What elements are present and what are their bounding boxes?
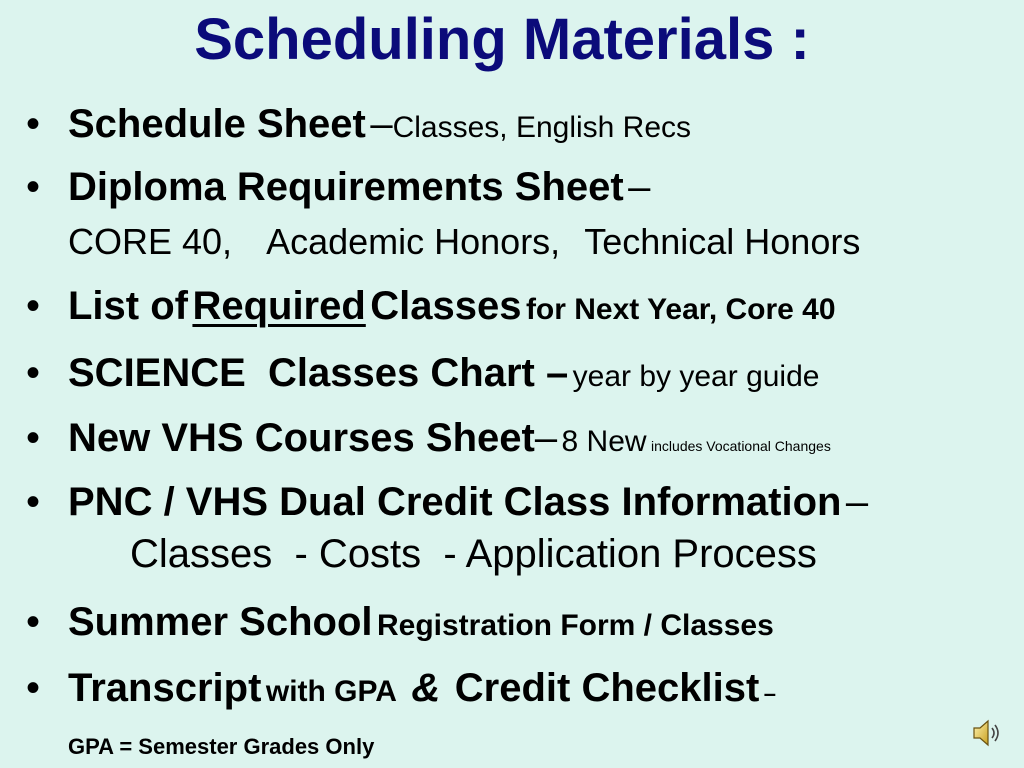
dash: – xyxy=(763,681,776,706)
item-label: PNC / VHS Dual Credit Class Information xyxy=(68,480,842,524)
list-item-new-vhs-courses xyxy=(68,418,831,458)
subline-core40: CORE 40, xyxy=(68,221,233,262)
bullet-marker: • xyxy=(26,351,41,395)
item-detail: for Next Year, Core 40 xyxy=(525,293,836,326)
bullet-marker: • xyxy=(26,165,41,209)
item-label: Credit Checklist xyxy=(454,666,760,710)
item-note: includes Vocational Changes xyxy=(651,438,831,454)
list-item-science-chart xyxy=(68,353,819,393)
dash: – xyxy=(845,480,869,524)
item-detail: Classes, English Recs xyxy=(392,111,692,144)
subline-text: Classes - Costs - Application Process xyxy=(130,532,817,576)
ampersand: & xyxy=(411,666,441,710)
slide-title: Scheduling Materials : xyxy=(194,7,810,72)
item-label: SCIENCE Classes Chart – xyxy=(68,351,569,395)
item-label: Summer School xyxy=(68,600,373,644)
item-detail: year by year guide xyxy=(572,360,820,393)
item-label: Transcript xyxy=(68,666,262,710)
subline-technical-honors: Technical Honors xyxy=(584,221,861,262)
speaker-icon[interactable] xyxy=(970,716,1004,750)
dash: – xyxy=(370,102,393,146)
subline-academic-honors: Academic Honors, xyxy=(266,221,561,262)
item-label: List of xyxy=(68,284,188,328)
item-label: Classes xyxy=(370,284,522,328)
item-label: Diploma Requirements Sheet xyxy=(68,165,624,209)
list-item-dual-credit xyxy=(68,482,868,522)
bullet-marker: • xyxy=(26,480,41,524)
bullet-marker: • xyxy=(26,284,41,328)
item-label: Schedule Sheet xyxy=(68,102,366,146)
list-item-diploma-requirements xyxy=(68,167,650,207)
dash: – xyxy=(534,416,558,460)
dash: – xyxy=(628,165,651,209)
list-item-schedule-sheet xyxy=(68,104,691,144)
bullet-marker: • xyxy=(26,600,41,644)
subline-text: GPA = Semester Grades Only xyxy=(68,734,375,759)
bullet-marker: • xyxy=(26,416,41,460)
item-subline xyxy=(68,221,861,262)
bullet-marker: • xyxy=(26,102,41,146)
item-detail: Registration Form / Classes xyxy=(376,609,774,642)
list-item-summer-school xyxy=(68,602,774,642)
item-detail: with GPA xyxy=(265,675,397,708)
item-detail: 8 New xyxy=(561,425,647,458)
list-item-transcript xyxy=(68,668,776,708)
item-subline xyxy=(68,736,374,758)
item-subline xyxy=(130,534,817,574)
bullet-marker: • xyxy=(26,666,41,710)
item-label-underlined: Required xyxy=(192,284,366,328)
item-label: New VHS Courses Sheet xyxy=(68,416,535,460)
list-item-required-classes xyxy=(68,286,836,326)
